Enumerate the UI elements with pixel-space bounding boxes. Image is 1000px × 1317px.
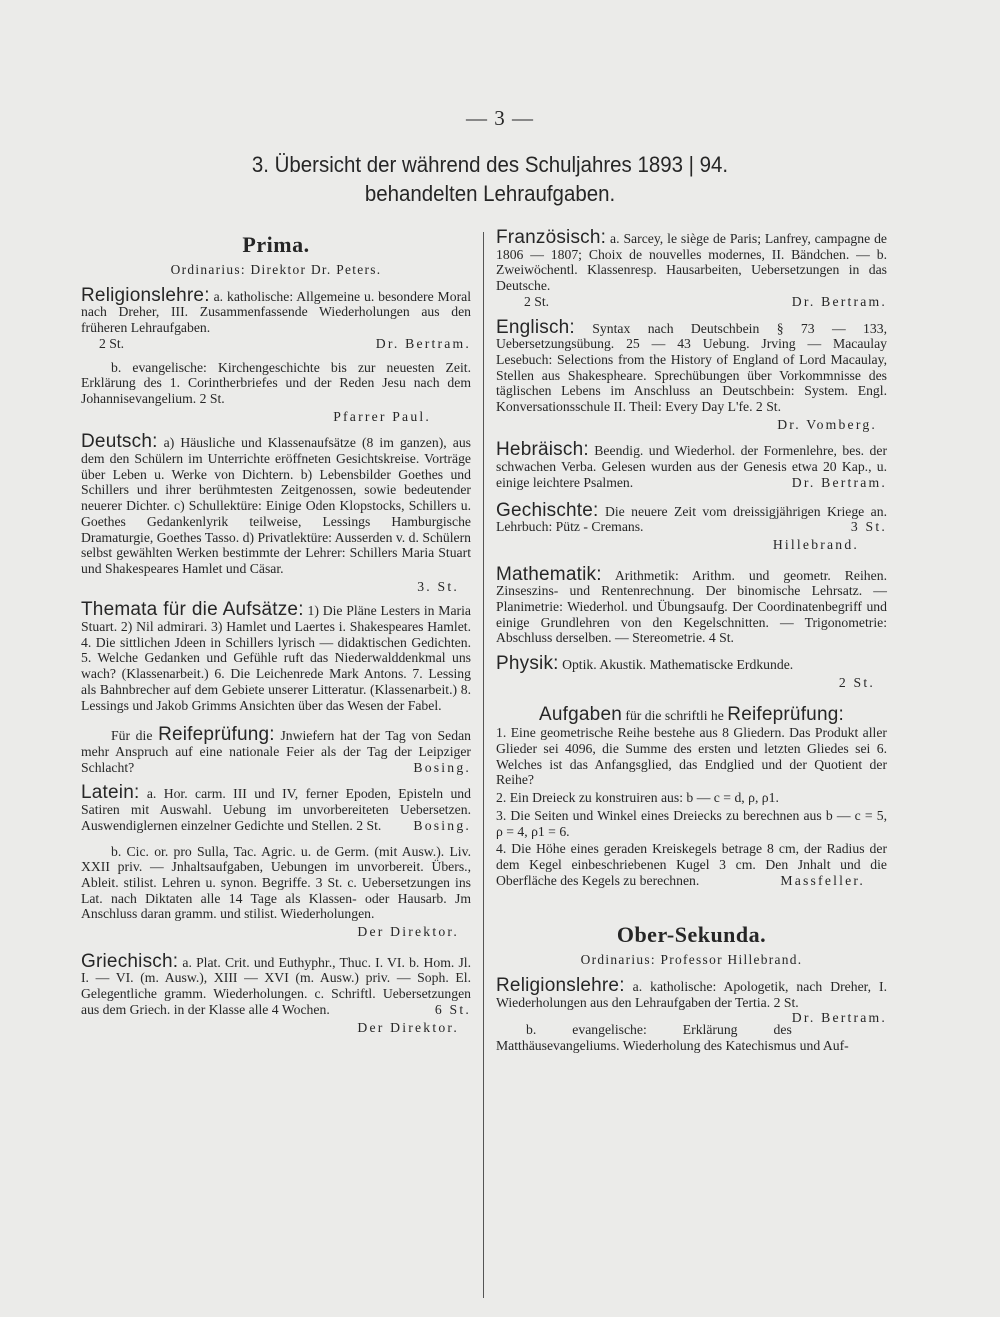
ober-religion-entry bbox=[496, 975, 888, 1026]
teacher-name: Bosing. bbox=[413, 817, 471, 833]
subject-heading: Griechisch: bbox=[81, 950, 179, 972]
title-line-1: 3. Übersicht der während des Schuljahres 1893 | 94. bbox=[251, 152, 729, 177]
physik-entry bbox=[496, 653, 887, 675]
subject-heading: Religionslehre: bbox=[81, 284, 210, 306]
subject-heading: Hebräisch: bbox=[496, 439, 589, 461]
religion-entry-b bbox=[81, 360, 471, 407]
geschichte-entry bbox=[496, 499, 887, 535]
column-divider bbox=[483, 232, 484, 1298]
religion-text-a: a. katholische: Allgemeine u. besondere Moral nach Dreher, III. Zusammenfassende Wiederholungen aus den früheren Lehraufgaben. bbox=[81, 288, 472, 336]
englisch-entry bbox=[496, 316, 888, 415]
subject-heading: Themata für die Aufsätze: bbox=[81, 599, 304, 621]
franzoesisch-entry bbox=[496, 227, 887, 310]
religion-entry bbox=[81, 284, 472, 352]
page-number: — 3 — bbox=[466, 106, 534, 130]
hours: 2 St. bbox=[199, 390, 225, 406]
subject-heading: Englisch: bbox=[496, 316, 575, 338]
ordinarius-ober-sekunda: Ordinarius: Professor Hillebrand. bbox=[580, 952, 803, 968]
mathematik-text: Arithmetik: Arithm. und geometr. Reihen. Zinseszins- und Rentenrechnung. Der binomische Lehrsatz. — Planimetrie: Wiederhol. und Übungsaufg. Der Coordinatenbegriff und einige Grundlehren von den Kegelschnitten. — Trigonometrie: Abschluss derselben. — Stereometrie. 4 St. bbox=[496, 567, 887, 646]
teacher-name: Der Direktor. bbox=[357, 1019, 459, 1035]
subject-heading: Physik: bbox=[496, 653, 559, 675]
deutsch-entry bbox=[81, 431, 471, 576]
teacher-name: Der Direktor. bbox=[357, 924, 459, 940]
hours: 2 St. bbox=[773, 994, 799, 1010]
themata-entry bbox=[81, 599, 471, 713]
latein-text-a: a. Hor. carm. III und IV, ferner Epoden, Episteln und Satiren mit Auswahl. Uebung im unvorbereiteten Uebersetzen. Auswendiglernen einzelner Gedichte und Stellen. bbox=[81, 786, 471, 833]
hours: 6 St. bbox=[434, 1001, 471, 1017]
reife-text: Jnwiefern hat der Tag von Sedan mehr Anspruch auf eine nationale Feier als der Tag der Leipziger Schlacht? bbox=[81, 728, 471, 775]
aufgabe-item bbox=[496, 841, 887, 888]
hebraeisch-text: Beendig. und Wiederhol. der Formenlehre, bes. der schwachen Verba. Gelesen wurden aus der Genesis etwa 20 Kap., u. einige leichtere Psalmen. bbox=[496, 443, 888, 490]
hours: 2 St. bbox=[356, 817, 382, 833]
right-column bbox=[496, 227, 888, 1062]
teacher-name: Dr. Vomberg. bbox=[777, 416, 877, 432]
page-title bbox=[248, 150, 732, 208]
aufgabe-item: 2. Ein Dreieck zu konstruiren aus: b — c = d, ρ, ρ1. bbox=[496, 790, 779, 806]
teacher-name: Dr. Bertram. bbox=[375, 335, 471, 351]
hours: 2 St. bbox=[755, 399, 782, 415]
englisch-text: Syntax nach Deutschbein § 73 — 133, Uebersetzungsübung. 25 — 43 Uebung. Jrving — Macaulay Lesebuch: Selections from the History of England of Lord Macaulay, Stellen aus Shakespheare. Sprechübungen über Vorkommnisse des täglischen Lebens im Anschluss an Deutschbein: System. Engl. Konversationsschule II. Theil: Every Day L'fe. bbox=[496, 320, 888, 415]
hours: 2 St. bbox=[524, 293, 550, 309]
latein-entry bbox=[81, 782, 471, 833]
physik-text: Optik. Akustik. Mathematiscke Erdkunde. bbox=[562, 657, 794, 673]
aufgabe-item-text: 4. Die Höhe eines geraden Kreiskegels betrage 8 cm, der Radius der dem Kegel einbeschriebenen Kugel 3 cm. Den Jnhalt und die Oberfläche des Kegels zu berechnen. bbox=[496, 841, 887, 888]
subject-heading: Latein: bbox=[81, 782, 140, 804]
title-line-2: behandelten Lehraufgaben. bbox=[364, 181, 616, 206]
subject-heading: Gechischte: bbox=[496, 499, 599, 521]
aufgabe-item: 1. Eine geometrische Reihe bestehe aus 8 Gliedern. Das Produkt aller Glieder sei 4096, die Summe des ersten und letzten Gliedes sei 6. Welches ist das Anfangsglied, das Endglied und der Quotient der Reihe? bbox=[496, 725, 887, 788]
subject-heading: Mathematik: bbox=[496, 563, 602, 585]
teacher-name: Massfeller. bbox=[780, 872, 865, 888]
geschichte-text: Die neuere Zeit vom dreissigjährigen Kriege an. Lehrbuch: Pütz - Cremans. bbox=[496, 503, 887, 535]
section-heading-prima: Prima. bbox=[242, 232, 310, 257]
subject-heading: Reifeprüfung: bbox=[158, 724, 275, 746]
ober-religion-text-a: a. katholische: Apologetik, nach Dreher, I. Wiederholungen aus den Lehraufgaben der Tertia. bbox=[496, 979, 888, 1010]
left-column bbox=[81, 230, 471, 1035]
ordinarius-prima: Ordinarius: Direktor Dr. Peters. bbox=[170, 262, 382, 277]
reife-prefix: Für die bbox=[111, 728, 153, 744]
themata-text: 1) Die Pläne Lesters in Maria Stuart. 2) Nil admirari. 3) Hamlet und Laertes i. Shakespeares Hamlet. 4. Die sittlichen Jdeen in Schillers lyrisch — didaktischen Gedichten. 5. Welche Gedanken und Gefühle ruft das Niederwalddenkmal uns wach? (Klassenarbeit.) 6. Die Leichenrede Mark Antons. 7. Lessing als Bahnbrecher auf dem Gebiete unserer Litteratur. (Klassenarbeit.) 8. Lessings und Jakob Grimms Ansichten über das Wesen der Fabel. bbox=[81, 603, 471, 713]
subject-heading: Aufgaben bbox=[539, 703, 622, 725]
hours: 2 St. bbox=[99, 335, 125, 351]
latein-text-b: b. Cic. or. pro Sulla, Tac. Agric. u. de Germ. (mit Ausw.). Liv. XXII priv. — Jnhaltsaufgaben, Uebungen im unvorbereit. Übers., Ableit. stilist. Lehren u. synon. Begriffe. 3 St. c. Uebersetzungen ins Lat. nach Diktaten alle 14 Tage als Klassen- oder Hausarb. Jm Anschluss daran gramm. und stilist. Wiederholungen. bbox=[81, 843, 471, 922]
teacher-name: Dr. Bertram. bbox=[791, 474, 887, 490]
subject-heading: Deutsch: bbox=[81, 431, 158, 453]
teacher-name: Hillebrand. bbox=[772, 536, 859, 552]
griechisch-entry bbox=[81, 950, 472, 1018]
hours: 3. St. bbox=[417, 578, 459, 594]
ober-religion-entry-b: b. evangelische: Erklärung des Matthäusevangeliums. Wiederholung des Katechismus und Auf- bbox=[496, 1022, 849, 1054]
religion-text-b: b. evangelische: Kirchengeschichte bis zur neuesten Zeit. Erklärung des 1. Corintherbriefes und der Reden Jesu nach dem Johannisevangelium. bbox=[81, 359, 471, 406]
subject-heading: Religionslehre: bbox=[496, 975, 625, 997]
aufgaben-heading bbox=[496, 703, 887, 725]
aufgabe-item: 3. Die Seiten und Winkel eines Dreiecks zu berechnen aus b — c = 5, ρ = 4, ρ1 = 6. bbox=[496, 807, 887, 839]
hours: 2 St. bbox=[838, 674, 875, 690]
subject-heading: Französisch: bbox=[496, 227, 607, 248]
latein-entry-b bbox=[81, 844, 471, 923]
section-heading-ober-sekunda: Ober-Sekunda. bbox=[616, 922, 767, 948]
franzoesisch-text: a. Sarcey, le siège de Paris; Lanfrey, campagne de 1806 — 1807; Choix de nouvelles modernes, II. Bändchen. — b. Zweiwöchentl. Klassenresp. Hausarbeiten, Uebersetzungen in das Deutsche. bbox=[496, 231, 887, 294]
subject-heading: Reifeprüfung: bbox=[727, 703, 844, 725]
teacher-name: Pfarrer Paul. bbox=[333, 408, 431, 424]
hours: 3 St. bbox=[850, 519, 887, 535]
mathematik-entry bbox=[496, 563, 887, 647]
hebraeisch-entry bbox=[496, 439, 888, 490]
aufgaben-mid: für die schriftli he bbox=[625, 707, 724, 723]
griechisch-text: a. Plat. Crit. und Euthyphr., Thuc. I. VI. b. Hom. Jl. I. — VI. (m. Ausw.), XIII — XVI (m. Ausw.) priv. — Soph. El. Gelegentliche gramm. Wiederholungen. c. Schriftl. Uebersetzungen aus dem Griech. in der Klasse alle 4 Wochen. bbox=[81, 954, 472, 1017]
teacher-name: Dr. Bertram. bbox=[791, 1010, 887, 1026]
teacher-name: Dr. Bertram. bbox=[791, 293, 887, 309]
reifepruefung-entry bbox=[81, 724, 471, 775]
teacher-name: Bosing. bbox=[413, 759, 471, 775]
deutsch-text: a) Häusliche und Klassenaufsätze (8 im ganzen), aus dem den Schülern im Unterrichte eröffneten Gesichtskreise. Vorträge über Leben u. Werke von Dichtern. b) Lebensbilder Goethes und Schillers und ihrer berühmtesten Zeitgenossen, sowie bedeutender neuerer Dichter. c) Schullektüre: Einige Oden Klopstocks, Schillers u. Goethes Gedankenlyrik teilweise, Lessings Hamburgische Dramaturgie, Goethes Tasso. d) Privatlektüre: Ausserden v. d. Schülern selbst gewählten Werken bestimmte der Lehrer: Schillers Maria Stuart und Shakespeares Hamlet und Cäsar. bbox=[81, 435, 471, 576]
